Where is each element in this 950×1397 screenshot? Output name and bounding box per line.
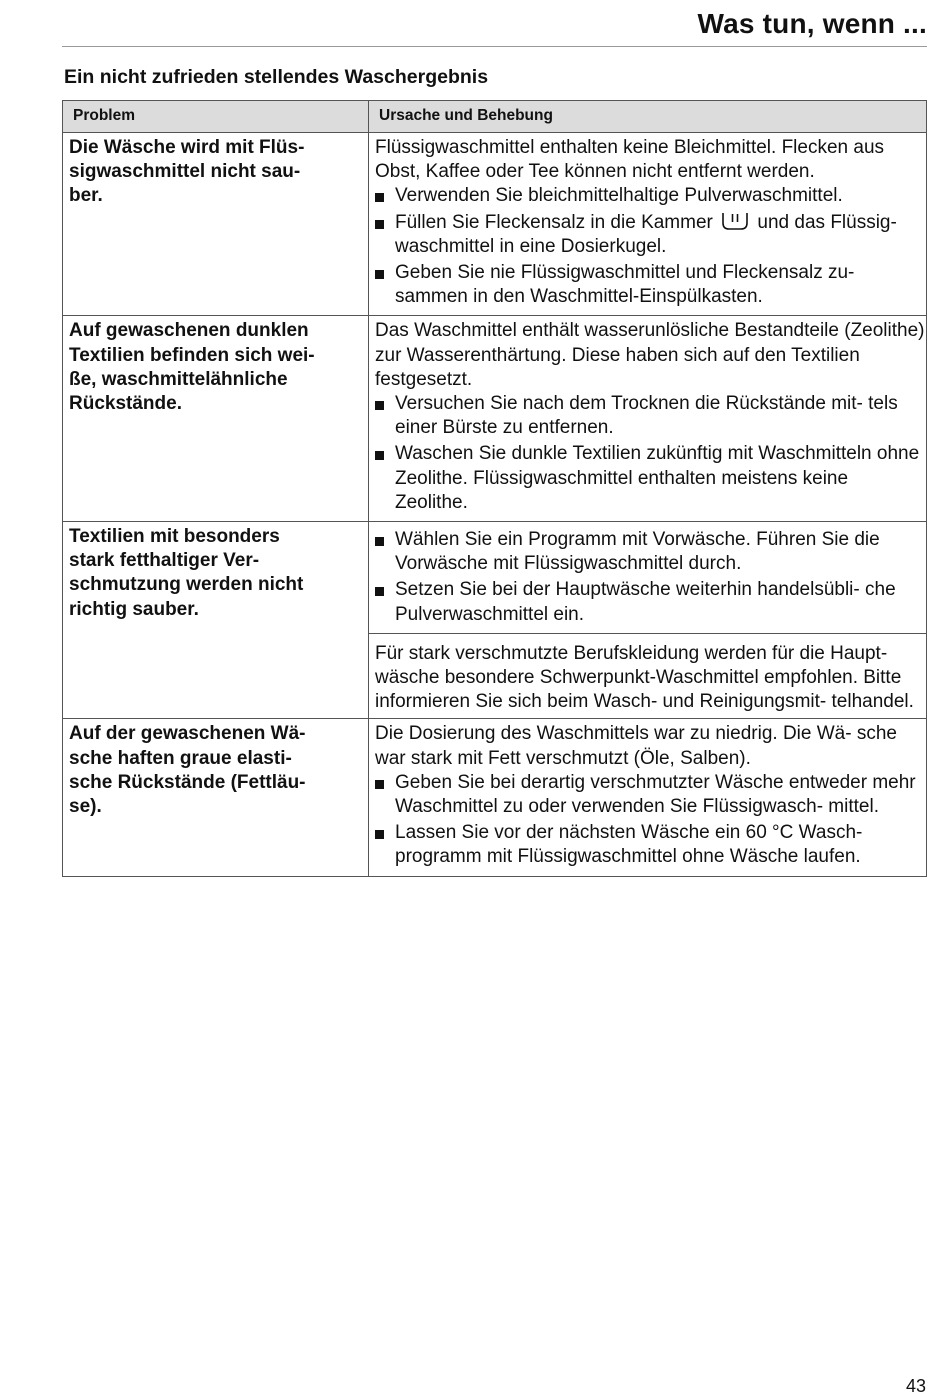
problem-cell <box>63 719 369 876</box>
page-number: 43 <box>905 1376 926 1396</box>
column-header-problem: Problem <box>63 101 369 133</box>
bullet-item <box>375 184 926 208</box>
compartment-ii-icon <box>720 211 750 231</box>
bullet-item <box>375 442 926 515</box>
troubleshooting-table <box>62 100 927 877</box>
bullet-text-before-icon: Füllen Sie Fleckensalz in die Kammer <box>395 211 713 233</box>
cause-note: Für stark verschmutzte Berufskleidung werden für die Haupt- wäsche besondere Schwerpunkt-Waschmittel empfohlen. Bitte informieren Sie sich beim Wasch- und Reinigungsmit- telhandel. <box>375 642 914 713</box>
bullet-square-icon <box>375 587 384 596</box>
problem-text: Auf der gewaschenen Wä- sche haften graue elasti- sche Rückstände (Fettläu- se). <box>69 723 306 818</box>
bullet-text: Geben Sie nie Flüssigwaschmittel und Fleckensalz zu- sammen in den Waschmittel-Einspülkasten. <box>395 262 855 308</box>
bullet-square-icon <box>375 270 384 279</box>
table-row <box>63 316 927 522</box>
bullet-text: Wählen Sie ein Programm mit Vorwäsche. Führen Sie die Vorwäsche mit Flüssigwaschmittel durch. <box>395 529 880 575</box>
bullet-text: Setzen Sie bei der Hauptwäsche weiterhin handelsübli- che Pulverwaschmittel ein. <box>395 579 896 625</box>
table-row <box>63 522 927 634</box>
problem-cell <box>63 522 369 719</box>
bullet-square-icon <box>375 220 384 229</box>
problem-text: Die Wäsche wird mit Flüs- sigwaschmittel nicht sau- ber. <box>69 137 305 207</box>
section-title: Ein nicht zufrieden stellendes Waschergebnis <box>64 66 489 88</box>
bullet-item <box>375 578 926 626</box>
cause-intro: Das Waschmittel enthält wasserunlösliche Bestandteile (Zeolithe) zur Wasserenthärtung. Diese haben sich auf den Textilien festgesetzt. <box>375 320 925 390</box>
bullet-square-icon <box>375 451 384 460</box>
problem-text: Auf gewaschenen dunklen Textilien befinden sich wei- ße, waschmittelähnliche Rückstände. <box>69 320 315 415</box>
bullet-item <box>375 261 926 309</box>
cause-cell <box>369 633 927 719</box>
problem-text: Textilien mit besonders stark fetthaltiger Ver- schmutzung werden nicht richtig sauber. <box>69 526 304 620</box>
bullet-square-icon <box>375 780 384 789</box>
bullet-item <box>375 392 926 440</box>
problem-cell <box>63 133 369 316</box>
bullet-square-icon <box>375 537 384 546</box>
bullet-text: Geben Sie bei derartig verschmutzter Wäsche entweder mehr Waschmittel zu oder verwenden Sie Flüssigwasch- mittel. <box>395 771 916 818</box>
bullet-text: Verwenden Sie bleichmittelhaltige Pulverwaschmittel. <box>395 185 843 207</box>
bullet-item <box>375 771 926 819</box>
bullet-text: Lassen Sie vor der nächsten Wäsche ein 60 °C Wasch- programm mit Flüssigwaschmittel ohne Wäsche laufen. <box>395 822 863 868</box>
bullet-square-icon <box>375 401 384 410</box>
cause-cell <box>369 316 927 522</box>
page-header-title: Was tun, wenn ... <box>697 8 927 39</box>
cause-intro: Die Dosierung des Waschmittels war zu niedrig. Die Wä- sche war stark mit Fett verschmutzt (Öle, Salben). <box>375 723 897 769</box>
table-header-row <box>63 101 927 133</box>
bullet-text: Waschen Sie dunkle Textilien zukünftig mit Waschmitteln ohne Zeolithe. Flüssigwaschmittel enthalten meistens keine Zeolithe. <box>395 443 920 513</box>
bullet-square-icon <box>375 830 384 839</box>
column-header-cause: Ursache und Behebung <box>369 101 927 133</box>
bullet-text: Versuchen Sie nach dem Trocknen die Rückstände mit- tels einer Bürste zu entfernen. <box>395 393 898 439</box>
header-divider <box>62 46 927 47</box>
bullet-square-icon <box>375 193 384 202</box>
cause-cell <box>369 719 927 876</box>
cause-cell <box>369 133 927 316</box>
bullet-item <box>375 528 926 576</box>
cause-intro: Flüssigwaschmittel enthalten keine Bleichmittel. Flecken aus Obst, Kaffee oder Tee können nicht entfernt werden. <box>375 137 885 183</box>
table-row <box>63 719 927 876</box>
table-row <box>63 133 927 316</box>
bullet-item <box>375 211 926 259</box>
bullet-text-after-icon: und das Flüssig- waschmittel in eine Dosierkugel. <box>395 211 897 257</box>
problem-cell <box>63 316 369 522</box>
cause-cell <box>369 522 927 634</box>
bullet-item <box>375 821 926 869</box>
